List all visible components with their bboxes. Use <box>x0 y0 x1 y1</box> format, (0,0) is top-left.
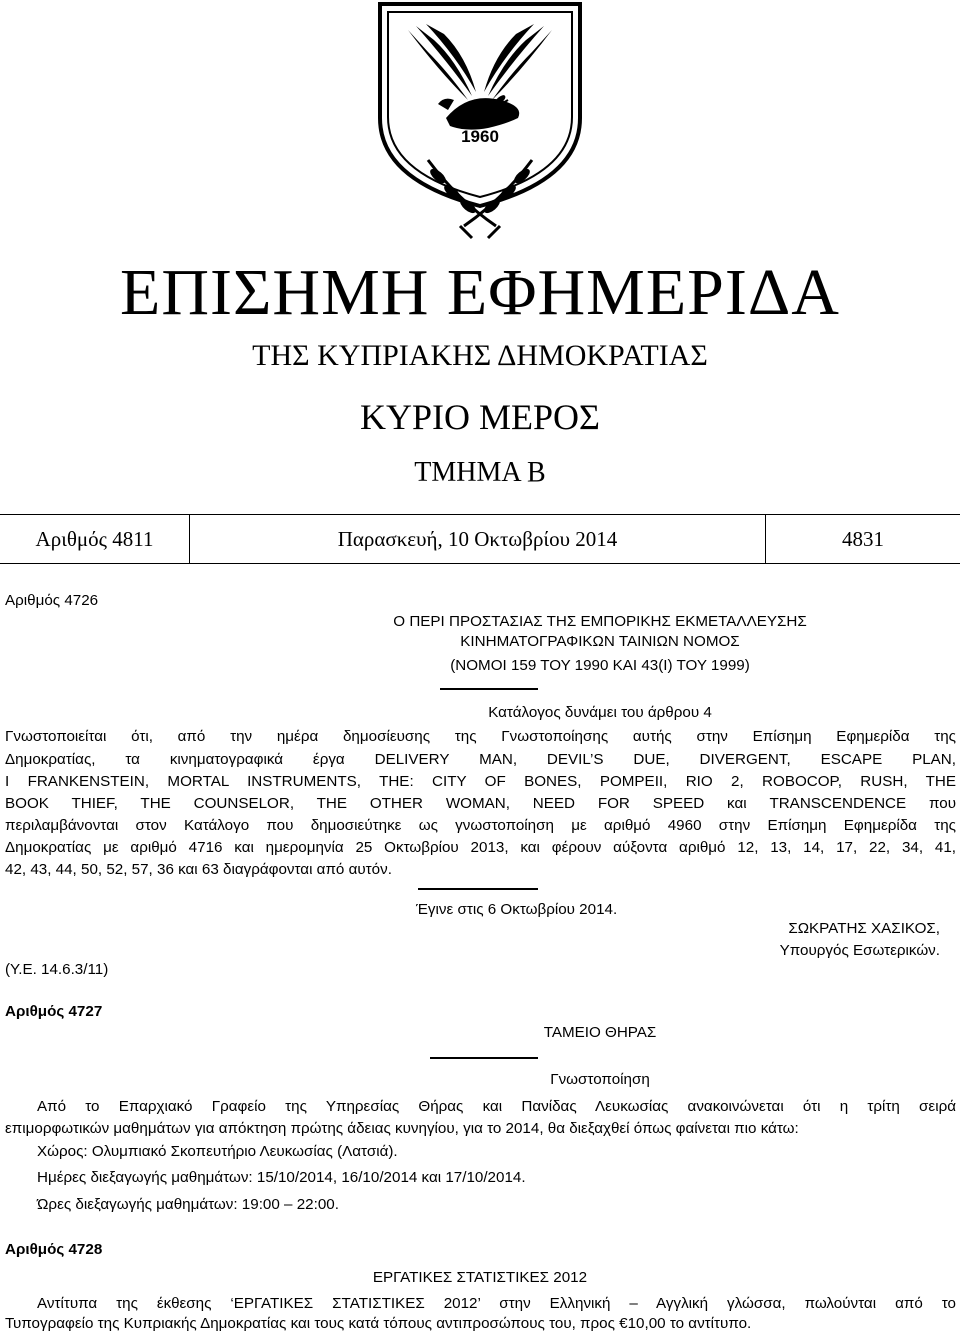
made-on-date: Έγινε στις 6 Οκτωβρίου 2014. <box>416 901 618 918</box>
notice-4727-number: Αριθμός 4727 <box>5 1003 103 1020</box>
notice-4726-body-line: Δημοκρατίας, τα κινηματογραφικά έργα DELIVERY MAN, DEVIL’S DUE, DIVERGENT, ESCAPE PLAN, <box>5 751 956 768</box>
notice-4726-body-line: Γνωστοποιείται ότι, από την ημέρα δημοσίευσης της Γνωστοποίησης αυτής στην Επίσημη Εφημερίδα της <box>5 728 956 745</box>
notice-4727-body-line1: Από το Επαρχιακό Γραφείο της Υπηρεσίας Θήρας και Πανίδας Λευκωσίας ανακοινώνεται ότι η τρίτη σειρά <box>37 1098 956 1115</box>
emblem-year: 1960 <box>461 127 499 146</box>
reference-number: (Υ.Ε. 14.6.3/11) <box>5 961 109 978</box>
law-title-line2: ΚΙΝΗΜΑΤΟΓΡΑΦΙΚΩΝ ΤΑΙΝΙΩΝ ΝΟΜΟΣ <box>460 633 740 650</box>
issue-info-bar <box>0 514 960 564</box>
divider <box>430 1057 538 1059</box>
notice-4726-body-line: I FRANKENSTEIN, MORTAL INSTRUMENTS, THE: CITY OF BONES, POMPEII, RIO 2, ROBOCOP, RUSH, THE <box>5 773 956 790</box>
coat-of-arms-emblem <box>368 0 592 248</box>
notice-4728-number: Αριθμός 4728 <box>5 1241 103 1258</box>
course-place: Χώρος: Ολυμπιακό Σκοπευτήριο Λευκωσίας (Λατσιά). <box>37 1143 398 1160</box>
notice-4726-heading: Κατάλογος δυνάμει του άρθρου 4 <box>488 704 712 721</box>
issue-date: Παρασκευή, 10 Οκτωβρίου 2014 <box>190 515 766 563</box>
notice-4728-body-line1: Αντίτυπα της έκθεσης ‘ΕΡΓΑΤΙΚΕΣ ΣΤΑΤΙΣΤΙΚΕΣ 2012’ στην Ελληνική – Αγγλική γλώσσα, πωλούνται από το <box>37 1295 956 1312</box>
notice-4726-body-line: BOOK THIEF, THE COUNSELOR, THE OTHER WOMAN, NEED FOR SPEED και TRANSCENDENCE που <box>5 795 956 812</box>
issue-number: Αριθμός 4811 <box>0 515 190 563</box>
law-title-line3: (ΝΟΜΟΙ 159 ΤΟΥ 1990 ΚΑΙ 43(Ι) ΤΟΥ 1999) <box>450 657 750 674</box>
notice-4728-title: ΕΡΓΑΤΙΚΕΣ ΣΤΑΤΙΣΤΙΚΕΣ 2012 <box>372 1269 588 1286</box>
law-title-line1: Ο ΠΕΡΙ ΠΡΟΣΤΑΣΙΑΣ ΤΗΣ ΕΜΠΟΡΙΚΗΣ ΕΚΜΕΤΑΛΛΕΥΣΗΣ <box>393 613 807 630</box>
gazette-title: ΕΠΙΣΗΜΗ ΕΦΗΜΕΡΙΔΑ <box>120 256 840 329</box>
course-hours: Ώρες διεξαγωγής μαθημάτων: 19:00 – 22:00. <box>37 1196 339 1213</box>
divider <box>440 688 538 690</box>
divider <box>418 888 538 890</box>
notice-4727-body-line2: επιμορφωτικών μαθημάτων για απόκτηση πρώτης άδειας κυνηγίου, για το 2014, θα διεξαχθεί όπως φαίνεται πιο κάτω: <box>5 1120 799 1137</box>
notice-4728-body-line2: Τυπογραφείο της Κυπριακής Δημοκρατίας και τους κατά τόπους αντιπροσώπους του, προς €10,00 το αντίτυπο. <box>5 1315 752 1332</box>
notice-4726-body-line: Δημοκρατίας με αριθμό 4716 και ημερομηνία 25 Οκτωβρίου 2013, και φέρουν αύξοντα αριθμό 12, 13, 14, 17, 22, 34, 41, <box>5 839 956 856</box>
notice-4726-body-line: περιλαμβάνονται στον Κατάλογο που δημοσιεύτηκε ως γνωστοποίηση με αριθμό 4960 στην Επίσημη Εφημερίδα της <box>5 817 956 834</box>
gazette-section: ΤΜΗΜΑ Β <box>414 457 546 488</box>
notice-4726-number: Αριθμός 4726 <box>5 592 99 609</box>
notice-4727-title: ΤΑΜΕΙΟ ΘΗΡΑΣ <box>543 1024 657 1041</box>
gazette-subtitle: ΤΗΣ ΚΥΠΡΙΑΚΗΣ ΔΗΜΟΚΡΑΤΙΑΣ <box>252 339 708 372</box>
signatory-title: Υπουργός Εσωτερικών. <box>779 942 940 959</box>
notice-4726-body-line: 42, 43, 44, 50, 52, 57, 36 και 63 διαγράφονται από αυτόν. <box>5 861 392 878</box>
gazette-part: ΚΥΡΙΟ ΜΕΡΟΣ <box>360 397 600 437</box>
signatory-name: ΣΩΚΡΑΤΗΣ ΧΑΣΙΚΟΣ, <box>788 920 940 937</box>
course-days: Ημέρες διεξαγωγής μαθημάτων: 15/10/2014, 16/10/2014 και 17/10/2014. <box>37 1169 526 1186</box>
olive-wreath-icon <box>428 160 532 238</box>
page-number: 4831 <box>842 526 884 551</box>
notice-4727-subtitle: Γνωστοποίηση <box>550 1071 650 1088</box>
